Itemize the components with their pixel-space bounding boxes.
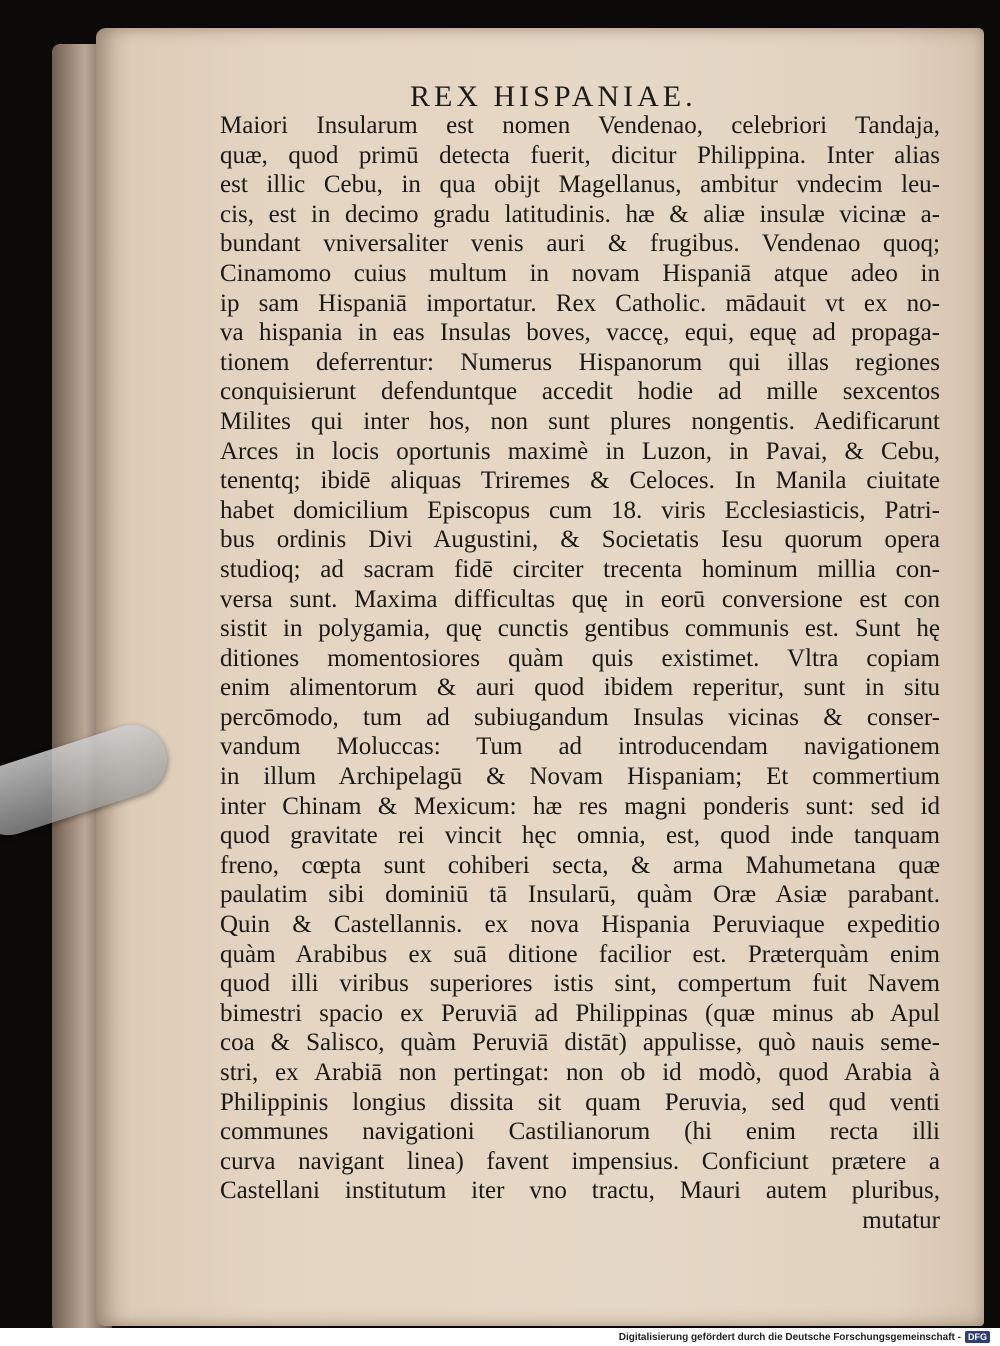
text-line: inter Chinam & Mexicum: hæ res magni ponderis sunt: sed id xyxy=(220,792,940,820)
text-line: tionem deferrentur: Numerus Hispanorum qui illas regiones xyxy=(220,348,940,376)
text-line: stri, ex Arabiā non pertingat: non ob id modò, quod Arabia à xyxy=(220,1059,940,1086)
text-line: versa sunt. Maxima difficultas quę in eorū conversione est con xyxy=(220,585,940,613)
text-line: Milites qui inter hos, non sunt plures nongentis. Aedificarunt xyxy=(220,407,940,435)
text-line: sistit in polygamia, quę cunctis gentibus communis est. Sunt hę xyxy=(220,615,940,643)
text-line: communes navigationi Castilianorum (hi enim recta illi xyxy=(220,1118,940,1146)
text-line: quæ, quod primū detecta fuerit, dicitur Philippina. Inter alias xyxy=(220,141,940,169)
catchword: mutatur xyxy=(862,1206,940,1234)
text-line: coa & Salisco, quàm Peruviā distāt) appulisse, quò nauis seme- xyxy=(220,1029,940,1057)
text-line: bimestri spacio ex Peruviā ad Philippinas (quæ minus ab Apul xyxy=(220,999,940,1027)
text-line: Maiori Insularum est nomen Vendenao, celebriori Tandaja, xyxy=(220,112,940,139)
text-line: va hispania in eas Insulas boves, vaccę, equi, equę ad propaga- xyxy=(220,319,940,347)
text-line: tenentq; ibidē aliquas Triremes & Celoces. In Manila ciuitate xyxy=(220,467,940,495)
text-line: conquisierunt defenduntque accedit hodie ad mille sexcentos xyxy=(220,378,940,406)
text-line: percōmodo, tum ad subiugandum Insulas vicinas & conser- xyxy=(220,703,940,731)
footer-bar xyxy=(0,1328,1000,1346)
text-line: est illic Cebu, in qua obijt Magellanus, ambitur vndecim leu- xyxy=(220,171,940,199)
text-line: cis, est in decimo gradu latitudinis. hæ & aliæ insulæ vicinæ a- xyxy=(220,200,940,228)
text-line: ip sam Hispaniā importatur. Rex Catholic. mādauit vt ex no- xyxy=(220,289,940,317)
text-line: ditiones momentosiores quàm quis existimet. Vltra copiam xyxy=(220,644,940,672)
dfg-logo: DFG xyxy=(965,1331,990,1343)
text-line: quàm Arabibus ex suā ditione facilior est. Præterquàm enim xyxy=(220,940,940,968)
text-line: enim alimentorum & auri quod ibidem reperitur, sunt in situ xyxy=(220,674,940,702)
text-line: vandum Moluccas: Tum ad introducendam navigationem xyxy=(220,733,940,761)
text-line: Cinamomo cuius multum in novam Hispaniā atque adeo in xyxy=(220,259,940,287)
text-line: bus ordinis Divi Augustini, & Societatis Iesu quorum opera xyxy=(220,526,940,554)
text-line: quod illi viribus superiores istis sint, compertum fuit Navem xyxy=(220,970,940,998)
text-line: Philippinis longius dissita sit quam Peruvia, sed qud venti xyxy=(220,1088,940,1116)
text-line: in illum Archipelagū & Novam Hispaniam; Et commertium xyxy=(220,763,940,791)
text-line: Quin & Castellannis. ex nova Hispania Peruviaque expeditio xyxy=(220,911,940,939)
text-line: Arces in locis oportunis maximè in Luzon, in Pavai, & Cebu, xyxy=(220,437,940,465)
body-text xyxy=(220,111,940,1236)
text-line: paulatim sibi dominiū tā Insularū, quàm Oræ Asiæ parabant. xyxy=(220,881,940,909)
text-line: freno, cœpta sunt cohiberi secta, & arma Mahumetana quæ xyxy=(220,851,940,879)
text-line: quod gravitate rei vincit hęc omnia, est, quod inde tanquam xyxy=(220,822,940,850)
text-line: studioq; ad sacram fidē circiter trecenta hominum millia con- xyxy=(220,555,940,583)
footer-credit: Digitalisierung gefördert durch die Deutsche Forschungsgemeinschaft - xyxy=(618,1331,961,1343)
text-line: bundant vniversaliter venis auri & frugibus. Vendenao quoq; xyxy=(220,230,940,258)
text-line: habet domicilium Episcopus cum 18. viris Ecclesiasticis, Patri- xyxy=(220,496,940,524)
text-line: curva navigant linea) favent impensius. Conficiunt prætere a xyxy=(220,1147,940,1175)
running-header: REX HISPANIAE. xyxy=(410,80,697,113)
text-line: Castellani institutum iter vno tractu, Mauri autem pluribus, xyxy=(220,1177,940,1205)
